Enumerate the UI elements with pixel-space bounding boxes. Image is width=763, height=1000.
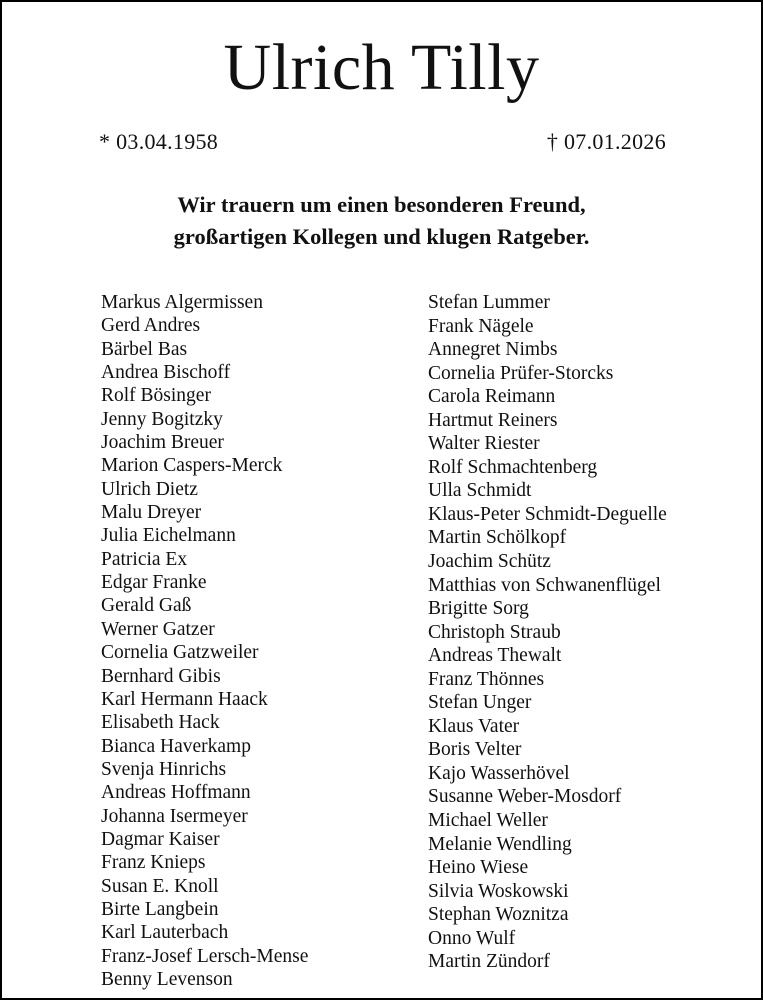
mourner-name: Stephan Woznitza <box>428 904 569 926</box>
mourner-name: Martin Schölkopf <box>428 527 567 549</box>
mourner-name: Carola Reimann <box>428 386 556 408</box>
mourner-name: Cornelia Gatzweiler <box>101 642 259 664</box>
mourner-name: Ulla Schmidt <box>428 480 532 502</box>
tribute-line: großartigen Kollegen und klugen Ratgeber. <box>173 224 590 249</box>
mourner-name: Julia Eichelmann <box>101 525 236 547</box>
mourner-name: Elisabeth Hack <box>101 712 220 734</box>
mourner-name: Stefan Lummer <box>428 292 550 313</box>
death-date: † 07.01.2026 <box>546 129 666 154</box>
mourner-name: Cornelia Prüfer-Storcks <box>428 362 614 384</box>
mourner-name: Jenny Bogitzky <box>101 408 223 430</box>
mourner-name: Matthias von Schwanenflügel <box>428 574 661 596</box>
mourner-name: Malu Dreyer <box>101 502 202 524</box>
mourner-name: Andreas Thewalt <box>428 645 562 667</box>
mourner-name: Annegret Nimbs <box>428 339 558 361</box>
mourner-name: Karl Lauterbach <box>101 922 229 944</box>
mourner-name: Kajo Wasserhövel <box>428 762 570 784</box>
mourner-name: Patricia Ex <box>101 548 188 570</box>
mourner-name: Franz-Josef Lersch-Mense <box>101 945 309 967</box>
mourner-name: Heino Wiese <box>428 857 529 879</box>
mourner-name: Melanie Wendling <box>428 833 572 855</box>
mourner-name: Hartmut Reiners <box>428 409 558 431</box>
mourner-name: Brigitte Sorg <box>428 598 529 620</box>
mourner-name: Bianca Haverkamp <box>101 735 251 757</box>
mourner-name: Johanna Isermeyer <box>101 805 248 827</box>
mourner-name: Benny Levenson <box>101 968 233 990</box>
mourner-name: Birte Langbein <box>101 898 219 920</box>
mourner-name: Frank Nägele <box>428 315 534 337</box>
mourner-name: Gerald Gaß <box>101 595 192 617</box>
mourners-left-column <box>101 291 308 991</box>
mourner-name: Silvia Woskowski <box>428 880 569 902</box>
tribute-line: Wir trauern um einen besonderen Freund, <box>177 192 586 217</box>
mourner-name: Susanne Weber-Mosdorf <box>428 786 622 808</box>
mourners-right-column <box>428 291 667 974</box>
mourner-name: Karl Hermann Haack <box>101 688 268 710</box>
mourner-name: Onno Wulf <box>428 927 516 949</box>
mourner-name: Walter Riester <box>428 433 540 455</box>
mourner-name: Michael Weller <box>428 810 548 832</box>
birth-date: * 03.04.1958 <box>99 129 219 154</box>
mourner-name: Joachim Schütz <box>428 551 551 573</box>
mourner-name: Edgar Franke <box>101 572 207 594</box>
mourner-name: Ulrich Dietz <box>101 478 198 500</box>
mourner-name: Andreas Hoffmann <box>101 782 251 804</box>
mourner-name: Boris Velter <box>428 739 522 761</box>
mourner-name: Joachim Breuer <box>101 432 224 454</box>
mourner-name: Klaus-Peter Schmidt-Deguelle <box>428 503 667 525</box>
mourner-name: Martin Zündorf <box>428 951 550 973</box>
tribute-text <box>2 189 761 253</box>
mourner-name: Svenja Hinrichs <box>101 758 227 780</box>
mourner-name: Dagmar Kaiser <box>101 828 220 850</box>
mourner-name: Werner Gatzer <box>101 618 215 640</box>
deceased-name: Ulrich Tilly <box>223 31 540 104</box>
mourner-name: Marion Caspers-Merck <box>101 455 283 477</box>
mourner-name: Bernhard Gibis <box>101 665 221 687</box>
mourner-name: Bärbel Bas <box>101 338 188 360</box>
mourner-name: Christoph Straub <box>428 621 561 643</box>
mourner-name: Rolf Bösinger <box>101 385 211 407</box>
mourner-name: Klaus Vater <box>428 715 520 737</box>
mourner-name: Rolf Schmachtenberg <box>428 456 598 478</box>
mourner-name: Gerd Andres <box>101 315 201 337</box>
mourner-name: Susan E. Knoll <box>101 875 219 897</box>
mourner-name: Franz Thönnes <box>428 668 545 690</box>
mourner-name: Andrea Bischoff <box>101 362 231 384</box>
mourner-name: Markus Algermissen <box>101 292 263 313</box>
mourner-name: Stefan Unger <box>428 692 532 714</box>
mourner-name: Franz Knieps <box>101 852 206 874</box>
